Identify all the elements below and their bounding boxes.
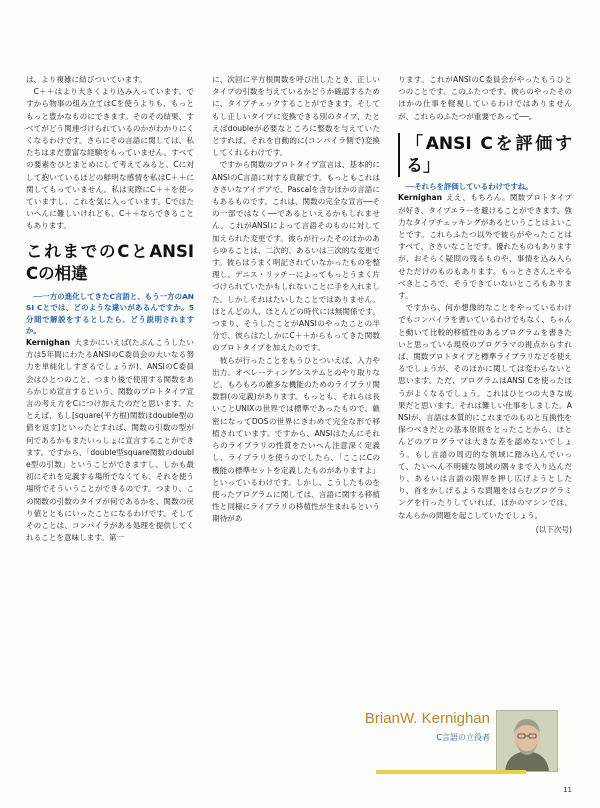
column-1: [26, 74, 194, 544]
answer-paragraph: [26, 337, 194, 544]
speaker-name: Kernighan: [398, 193, 443, 203]
interviewer-question: ──それらを評価しているわけですね。: [405, 181, 533, 191]
author-role: C言語の立役者: [436, 733, 490, 742]
author-photo: [496, 710, 558, 772]
column-2: [212, 74, 380, 526]
paragraph: ですから関数のプロトタイプ宣言は、基本的にANSIのC言語に対する貢献です。もっともこれはささいなアイデアで、Pascalを含むほかの言語にもあるものです。これは、関数の完全な宣言──その一部ではなく──であるといえるかもしれません。これがANSIによって言語そのものに対して加えられた変更です。彼らが行ったそのほかのあらゆることは、二次的、あるいは三次的な変更です。彼らはうまく明記されていなかったものを整理し、デニス・リッチーによってもっとうまく片づけられていたかもしれないことに手を入れました。しかしそれはたいしたことではありません。ほとんどの人、ほとんどの時代には無関係です。つまり、そうしたことがANSIのやったことの半分で、彼らはたしかにC＋＋からもってきた関数のプロトタイプを加えたのです。: [212, 160, 381, 353]
section-heading: これまでのCとANSI Cの相違: [26, 241, 194, 283]
portrait-image: [497, 711, 557, 771]
accent-rule: [376, 770, 526, 774]
answer-paragraph: [398, 192, 572, 302]
answer-text: ええ、もちろん。関数プロトタイプが好き、タイプエラーを避けることができます。強力なタイプチェッキングがあるということはよいことです。これらふたつ以外で彼らがやったことはすべて、ささいなことです。優れたものもありますが、おそらく疑問の残るものや、事情を込み入らせただけのものもあります。もっとささんとやるべきところで、そうできていないところもあります。: [398, 193, 572, 301]
speaker-name: Kernighan: [26, 338, 71, 348]
paragraph: C＋＋はより大きくより込み入っています。ですから物事の組み立てはCを使うよりも、もっともっと豊かなものにできます。そのその結果、すべてがどう関連づけられているのかがわかりにくくなるわけです。さらにその言語に関しては、私たちはまだ豊富な経験をもっていません。すべての要素をひとまとめにして考えてみると、Cに対して抱いているほどの鮮明な感情を私はC＋＋に関してもっていません。私は実際にC＋＋を使っていますし、これを気に入っています。Cではたいへんに難しいけれども、C＋＋ならできることもあります。: [26, 87, 194, 231]
paragraph: に、次回に平方根関数を呼び出したとき、正しいタイプの引数を与えているかどうか確認するために、タイプチェックすることができます。そしてもし正しいタイプに変換できる別のタイプ、たとえばdoubleが必要なところに整数を与えていたとすれば、それを自動的に(コンパイラ側で)変換してくれるわけです。: [212, 75, 380, 158]
interviewer-question: ──一方の進化してきたC言語と、もう一方のANSI Cとでは、どのような違いがあるんですか。5分間で解説をするとしたら、どう説明されますか。: [26, 291, 194, 336]
author-bio: [364, 706, 572, 780]
paragraph: ります。これがANSIのC委員会がやったもうひとつのことです。このふたつです。彼らのやったそのほかの仕事を軽視しているわけではありませんが、これらのふたつが重要であって──。: [398, 75, 572, 121]
page-number: 11: [563, 786, 572, 794]
paragraph: は、より複雑に結びついています。: [26, 75, 147, 84]
column-3: [398, 74, 572, 536]
paragraph: 彼らが行ったことをもうひとついえば、入力や出力、オペレーティングシステムとのやり取りなど、もろもろの雑多な機能のためのライブラリ関数群(の定義)があります。もっとも、それらは長いことUNIXの世界では標準であったもので、厳密になってDOSの世界にきわめて完全な形で移植されています。ですから、ANSIはたんにそれらのライブラリの性質をたいへん注意深く定義し、ライブラリを使うのでしたら、「ここにCの機能の標準セットを定義したものがありますよ」といっているわけです。しかし、こうしたものを使ったプログラムに関しては、言語に関する移植性と同様にライブラリの移植性が生まれるという期待があ: [212, 355, 380, 524]
continued-note: (以下次号): [535, 524, 572, 534]
author-name: BrianW. Kernighan: [364, 710, 490, 727]
section-heading: 「ANSI Cを評価する」: [398, 133, 572, 177]
answer-text: 大まかにいえば(たぶんこうしたい方は5年間にわたるANSIのC委員会の大いなる努力を単純化しすぎるでしょうが)、ANSIのC委員会はひとつのこと、つまり後で使用する関数をあらかじめ宣言するという、関数のプロトタイプ宣言の考え方をCにつけ加えたのだと思います。たとえば、もし[square(平方根)関数はdouble型の値を返す]といったとすれば、関数の引数の型が何であるかもまたいっしょに宣言することができます。ですから、「double型square関数のdouble型の引数」ということができますし、しかも最初にそれを定義する場所でなくても、それを使う場所でそういうことができるのです。つまり、この関数の引数のタイプが何であるかを、関数の戻り値とともにいったことになるわけです。そしてそのことは、コンパイラがある処理を提供してくれることを意味します。第一: [26, 338, 194, 543]
paragraph: ですから、何か想像的なことをやっているわけでもコンパイラを書いているわけでもなく、ちゃんと動いて比較的移植性のあるプログラムを書きたいと思っている現役のプログラマの視点からすれば、関数プロトタイプと標準ライブラリなどを使えるでしょうが、そのほかに関しては変わらないと思います。ただ、プログラムはANSI Cを使ったほうがよくなるでしょう。これはひとつの大きな成果だと思います。それは難しい仕事をしました。ANSIが、言語は本質的にこれまでのものと互換性を保つべきだとの基本原則をとったことから、ほとんどのプログラマは大きな差を認めないでしょう。もし言語の周辺的な領域に踏み込んでいって、たいへん不明確な領域の隅々まで入り込んだり、あるいは言語の限界を押し広げようとしたり、首をかしげるような問題をはらむプログラミングを行ったりしていれば、ほかのマシンでは、なんらかの問題を起こしていたでしょう。: [398, 303, 572, 520]
